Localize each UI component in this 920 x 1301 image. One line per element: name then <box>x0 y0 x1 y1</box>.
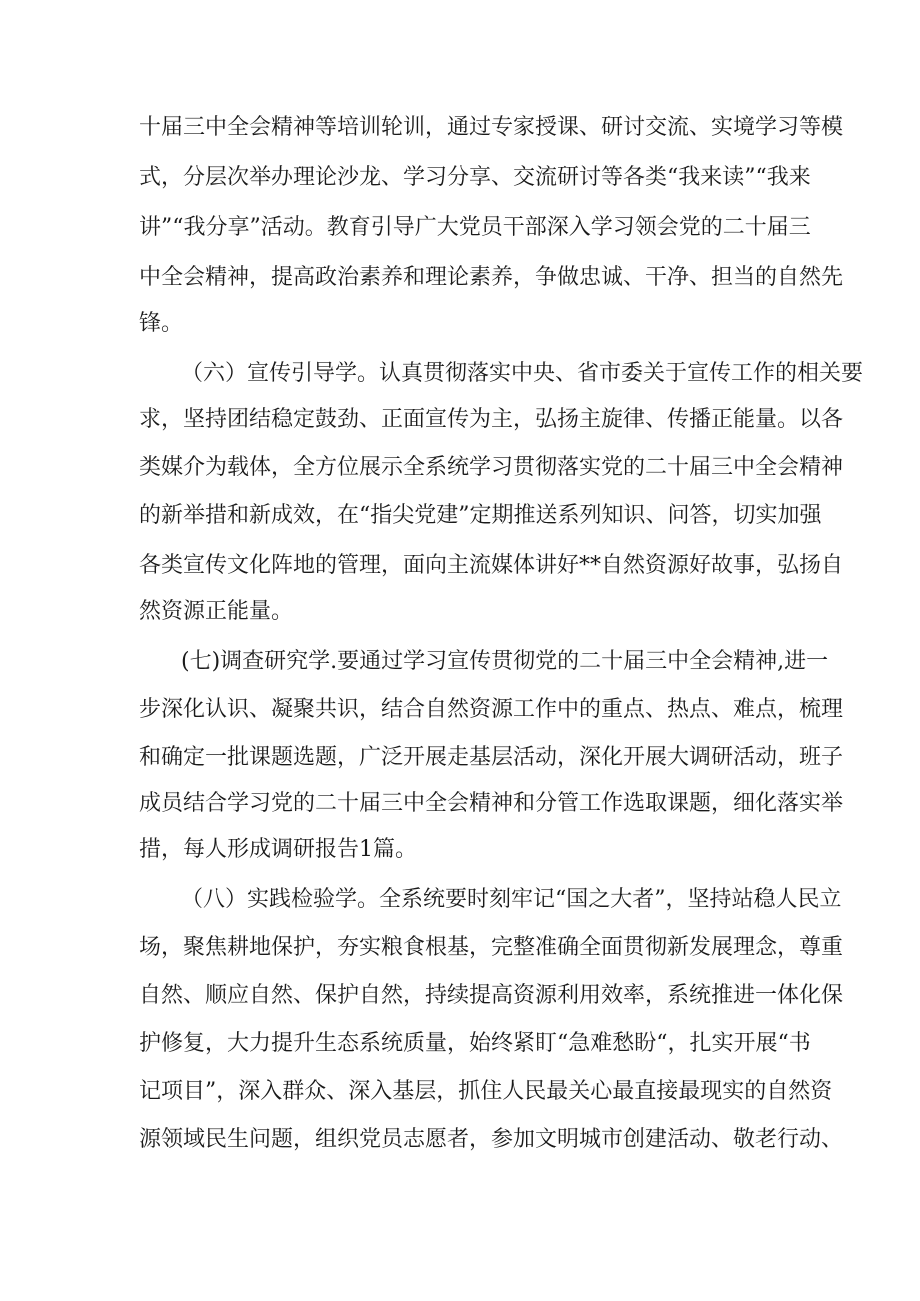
text-line: 式，分层次举办理论沙龙、学习分享、交流研讨等各类“我来读”“我来 <box>139 165 811 190</box>
text-line: 源领域民生问题，组织党员志愿者，参加文明城市创建活动、敬老行动、 <box>139 1127 844 1152</box>
text-line: 护修复，大力提升生态系统质量，始终紧盯“急难愁盼“，扎实开展“书 <box>139 1031 811 1056</box>
text-line: 成员结合学习党的二十届三中全会精神和分管工作选取课题，细化落实举 <box>139 791 844 816</box>
text-line: 求，坚持团结稳定鼓劲、正面宣传为主，弘扬主旋律、传播正能量。以各 <box>139 407 844 432</box>
text-line: 措，每人形成调研报告1篇。 <box>139 837 417 862</box>
text-line: 自然、顺应自然、保护自然，持续提高资源利用效率，系统推进一体化保 <box>139 983 844 1008</box>
text-line: 中全会精神，提高政治素养和理论素养，争做忠诚、干净、担当的自然先 <box>139 265 844 290</box>
text-line: 锋。 <box>139 311 184 336</box>
text-line: （六）宣传引导学。认真贯彻落实中央、省市委关于宣传工作的相关要 <box>181 361 864 386</box>
text-line: 记项目”，深入群众、深入基层，抓住人民最关心最直接最现实的自然资 <box>139 1079 833 1104</box>
text-line: 然资源正能量。 <box>139 599 294 624</box>
text-line: (七)调查研究学.要通过学习宣传贯彻党的二十届三中全会精神,进一 <box>181 649 829 674</box>
text-line: 十届三中全会精神等培训轮训，通过专家授课、研讨交流、实境学习等模 <box>139 115 844 140</box>
text-line: 各类宣传文化阵地的管理，面向主流媒体讲好**自然资源好故事，弘扬自 <box>139 553 844 578</box>
text-line: 的新举措和新成效，在“指尖党建”定期推送系列知识、问答，切实加强 <box>139 503 822 528</box>
text-line: 类媒介为载体，全方位展示全系统学习贯彻落实党的二十届三中全会精神 <box>139 455 844 480</box>
text-line: 讲”“我分享”活动。教育引导广大党员干部深入学习领会党的二十届三 <box>139 215 811 240</box>
text-line: （八）实践检验学。全系统要时刻牢记“国之大者”，坚持站稳人民立 <box>181 887 842 912</box>
text-line: 和确定一批课题选题，广泛开展走基层活动，深化开展大调研活动，班子 <box>139 745 844 770</box>
text-line: 场，聚焦耕地保护，夯实粮食根基，完整准确全面贯彻新发展理念，尊重 <box>139 935 844 960</box>
text-line: 步深化认识、凝聚共识，结合自然资源工作中的重点、热点、难点，梳理 <box>139 697 844 722</box>
